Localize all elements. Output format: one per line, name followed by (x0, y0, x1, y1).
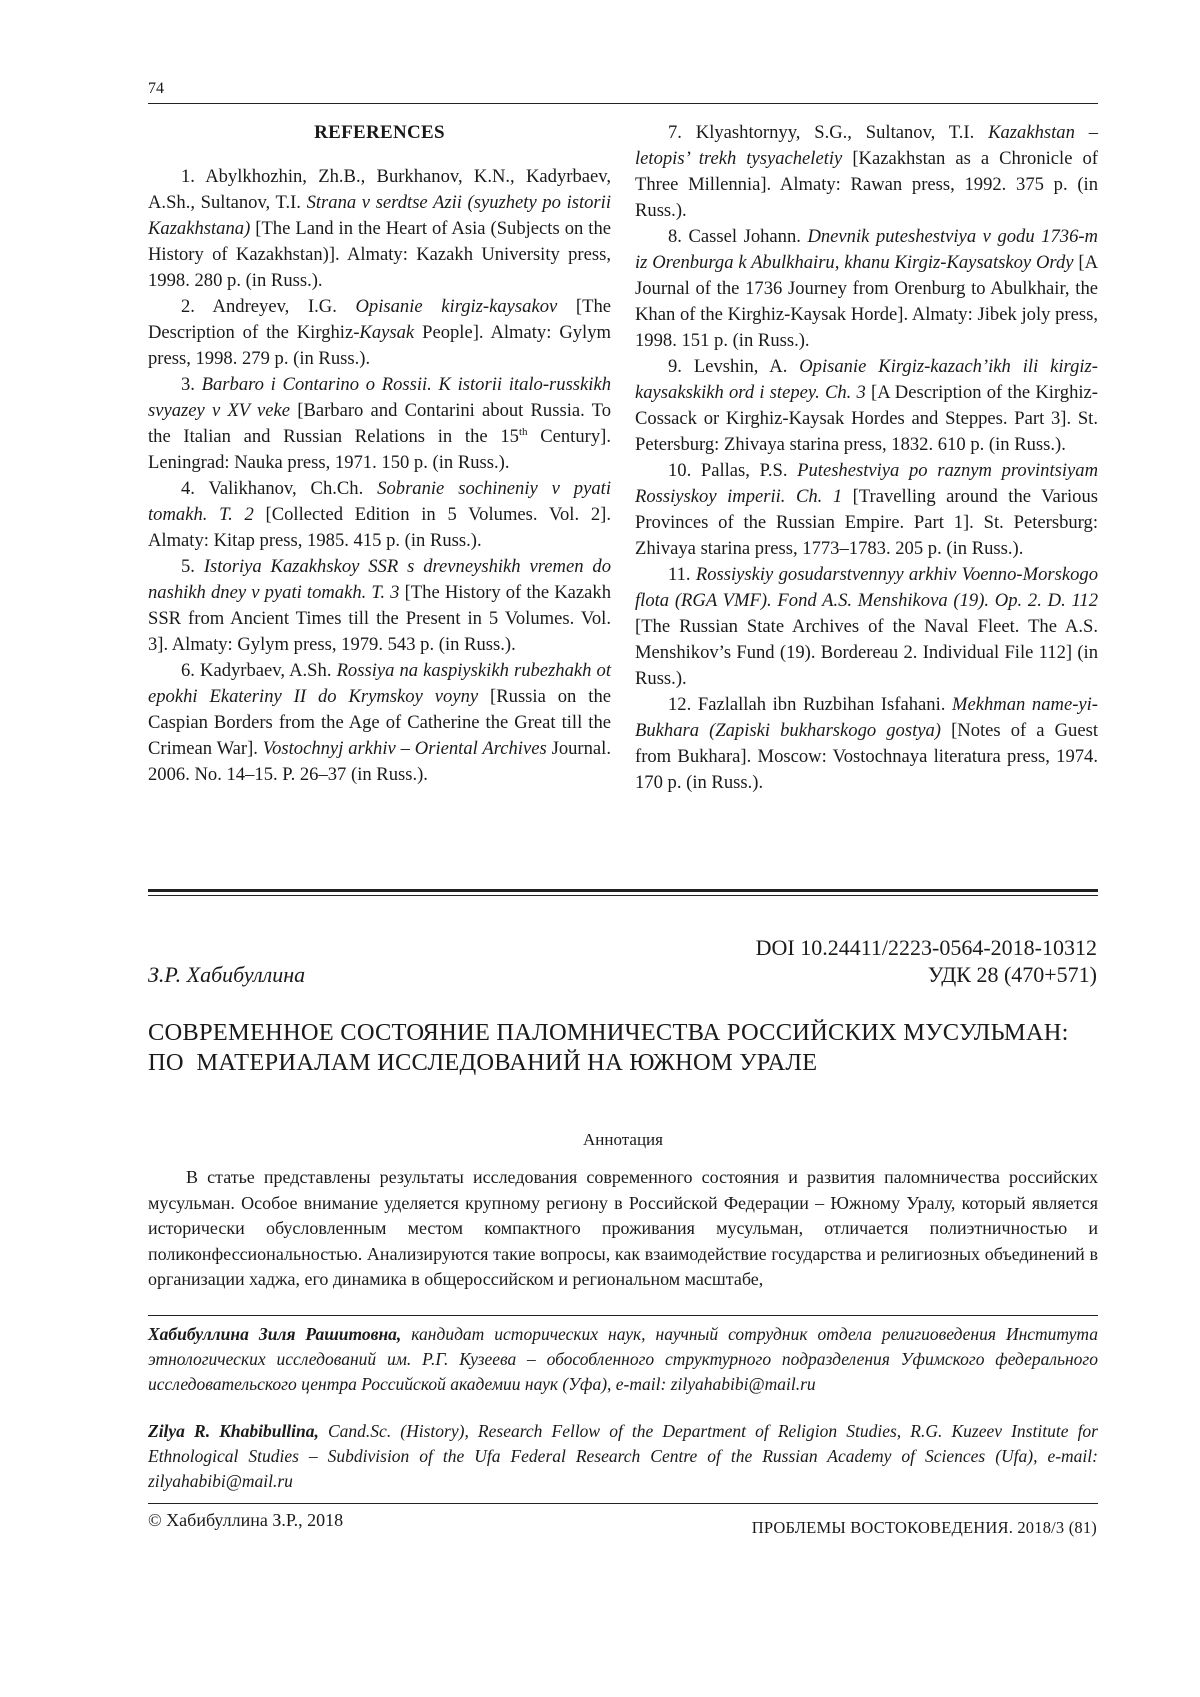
author-bio-ru (148, 1322, 1098, 1397)
ref-prefix: 3. (181, 374, 202, 395)
author-bio-en (148, 1419, 1098, 1494)
ref-rest: People]. Almaty: Gylym press, 1998. 279 p. (in Russ.). (148, 322, 611, 369)
ref-prefix: 11. (668, 564, 696, 585)
ref-prefix: 6. Kadyrbaev, A.Sh. (181, 660, 337, 681)
ref-prefix: 10. Pallas, P.S. (668, 460, 798, 481)
bio-ru-name: Хабибуллина Зиля Рашитовна, (148, 1324, 402, 1344)
ref-title: Dnevnik puteshestviya v godu 1736-m iz Orenburga k Abulkhairu, khanu Kirgiz-Kaysatskoy Ordy (635, 226, 1098, 273)
bio-ru-text: кандидат исторических наук, научный сотрудник отдела религиоведения Института этнологических исследований им. Р.Г. Кузеева – обособленного структурного подразделения Уфимского федерального исследовательского центра Российской академии наук (Уфа), e-mail: zilyahabibi@mail.ru (148, 1324, 1098, 1394)
ref-rest: [The Russian State Archives of the Naval Fleet. The A.S. Menshikov’s Fund (19). Bordereau 2. Individual File 112] (in Russ.). (635, 616, 1098, 689)
ref-prefix: 4. Valikhanov, Ch.Ch. (181, 478, 378, 499)
bio-en-text: Cand.Sc. (History), Research Fellow of the Department of Religion Studies, R.G. Kuzeev Institute for Ethnological Studies – Subdivision of the Ufa Federal Research Centre of the Russian Academy of Sciences (Ufa), e-mail: zilyahabibi@mail.ru (148, 1421, 1098, 1491)
ref-title: Sobranie sochineniy v pyati tomakh. T. 2 (148, 478, 611, 525)
ref-rest: Journal. 2006. No. 14–15. P. 26–37 (in Russ.). (148, 738, 611, 785)
bio-divider (148, 1315, 1098, 1316)
reference-item (635, 224, 1098, 354)
udk-code: УДК 28 (470+571) (927, 962, 1097, 987)
ref-rest: [Kazakhstan as a Chronicle of Three Millennia]. Almaty: Rawan press, 1992. 375 p. (in Russ.). (635, 148, 1098, 221)
ref-rest: [The History of the Kazakh SSR from Ancient Times till the Present in 5 Volumes. Vol. 3]. Almaty: Gylym press, 1979. 543 p. (in Russ.). (148, 582, 611, 655)
article-title (148, 1018, 1108, 1078)
ref-superscript: th (518, 425, 528, 438)
ref-rest: [The Land in the Heart of Asia (Subjects on the History of Kazakhstan)]. Almaty: Kazakh University press, 1998. 280 p. (in Russ.). (148, 218, 611, 291)
reference-item (635, 120, 1098, 224)
ref-prefix: 8. Cassel Johann. (668, 226, 808, 247)
ref-prefix: 2. Andreyev, I.G. (181, 296, 356, 317)
doi: DOI 10.24411/2223-0564-2018-10312 (755, 935, 1097, 960)
ref-title-2: Vostochnyj arkhiv – Oriental Archives (262, 738, 547, 759)
ref-prefix: 5. (181, 556, 204, 577)
ref-title: Opisanie Kirgiz-kazach’ikh ili kirgiz-kaysakskikh ord i stepey. Ch. 3 (635, 356, 1098, 403)
ref-rest: [Collected Edition in 5 Volumes. Vol. 2]. Almaty: Kitap press, 1985. 415 p. (in Russ.). (148, 504, 611, 551)
ref-rest: [A Journal of the 1736 Journey from Orenburg to Abulkhair, the Khan of the Kirghiz-Kaysak Horde]. Almaty: Jibek joly press, 1998. 151 p. (in Russ.). (635, 252, 1098, 351)
reference-item (148, 294, 611, 372)
references-heading: REFERENCES (314, 122, 445, 143)
ref-rest-a: [The Description of the Kirghiz- (148, 296, 611, 343)
reference-item (635, 458, 1098, 562)
article-author: З.Р. Хабибуллина (148, 962, 306, 987)
ref-title: Puteshestviya po raznym provintsiyam Rossiyskoy imperii. Ch. 1 (635, 460, 1098, 507)
reference-item (148, 554, 611, 658)
ref-rest-a: [Russia on the Caspian Borders from the Age of Catherine the Great till the Crimean War]. (148, 686, 611, 759)
ref-title: Istoriya Kazakhskoy SSR s drevneyshikh vremen do nashikh dney v pyati tomakh. T. 3 (148, 556, 611, 603)
ref-title: Barbaro i Contarino o Rossii. K istorii italo-russkikh svyazey v XV veke (148, 374, 612, 421)
annotation-heading: Аннотация (583, 1130, 663, 1149)
ref-rest: [Notes of a Guest from Bukhara]. Moscow: Vostochnaya literatura press, 1974. 170 p. (in Russ.). (635, 720, 1098, 793)
reference-item (148, 372, 611, 476)
annotation-paragraph: В статье представлены результаты исследования современного состояния и развития паломничества российских мусульман. Особое внимание уделяется крупному региону в Российской Федерации – Южному Уралу, который является исторически обусловленным местом компактного проживания мусульман, отличается полиэтничностью и поликонфессиональностью. Анализируются такие вопросы, как взаимодействие государства и религиозных объединений в организации хаджа, его динамика в общероссийском и региональном масштабе, (148, 1167, 1098, 1289)
ref-rest: [A Description of the Kirghiz-Cossack or Kirghiz-Kaysak Hordes and Steppes. Part 3]. St. Petersburg: Zhivaya starina press, 1832. 610 p. (in Russ.). (635, 382, 1098, 455)
ref-title: Rossiya na kaspiyskikh rubezhakh ot epokhi Ekateriny II do Krymskoy voyny (148, 660, 611, 707)
reference-item (148, 164, 611, 294)
article-title-line-1: СОВРЕМЕННОЕ СОСТОЯНИЕ ПАЛОМНИЧЕСТВА РОССИЙСКИХ МУСУЛЬМАН: (148, 1019, 1069, 1046)
ref-title: Rossiyskiy gosudarstvennyy arkhiv Voenno-Morskogo flota (RGA VMF). Fond A.S. Menshikova (19). Op. 2. D. 112 (635, 564, 1098, 611)
ref-rest: [Travelling around the Various Provinces of the Russian Empire. Part 1]. St. Petersburg: Zhivaya starina press, 1773–1783. 205 p. (in Russ.). (635, 486, 1098, 559)
ref-title-2: Kaysak (359, 322, 415, 343)
ref-title: Kazakhstan – letopis’ trekh tysyacheletiy (635, 122, 1098, 169)
references-right-column (635, 120, 1098, 796)
article-title-line-2: ПО МАТЕРИАЛАМ ИССЛЕДОВАНИЙ НА ЮЖНОМ УРАЛЕ (148, 1049, 818, 1076)
ref-title: Mekhman name-yi-Bukhara (Zapiski bukharskogo gostya) (635, 694, 1098, 741)
ref-prefix: 7. Klyashtornyy, S.G., Sultanov, T.I. (668, 122, 989, 143)
footer-rule (148, 1503, 1098, 1504)
header-rule (148, 103, 1098, 104)
journal-name: ПРОБЛЕМЫ ВОСТОКОВЕДЕНИЯ. 2018/3 (81) (751, 1518, 1097, 1537)
reference-item (635, 692, 1098, 796)
reference-item (635, 354, 1098, 458)
ref-title: Strana v serdtse Azii (syuzhety po istorii Kazakhstana) (148, 192, 611, 239)
ref-title: Opisanie kirgiz-kaysakov (355, 296, 558, 317)
ref-prefix: 12. Fazlallah ibn Ruzbihan Isfahani. (668, 694, 952, 715)
page-number: 74 (148, 80, 164, 97)
annotation-body (148, 1165, 1098, 1293)
ref-prefix: 9. Levshin, A. (668, 356, 800, 377)
ref-prefix: 1. Abylkhozhin, Zh.B., Burkhanov, K.N., Kadyrbaev, A.Sh., Sultanov, T.I. (148, 166, 611, 213)
ref-rest: Century]. Leningrad: Nauka press, 1971. 150 p. (in Russ.). (148, 426, 611, 473)
copyright: © Хабибуллина З.Р., 2018 (148, 1510, 344, 1530)
bio-en-name: Zilya R. Khabibullina, (148, 1421, 319, 1441)
section-divider-thick (148, 889, 1098, 892)
references-left-column (148, 120, 611, 788)
reference-item (148, 658, 611, 788)
reference-item (148, 476, 611, 554)
reference-item (635, 562, 1098, 692)
ref-rest-a: [Barbaro and Contarini about Russia. To the Italian and Russian Relations in the 15 (148, 400, 611, 447)
section-divider-thin (148, 895, 1098, 896)
